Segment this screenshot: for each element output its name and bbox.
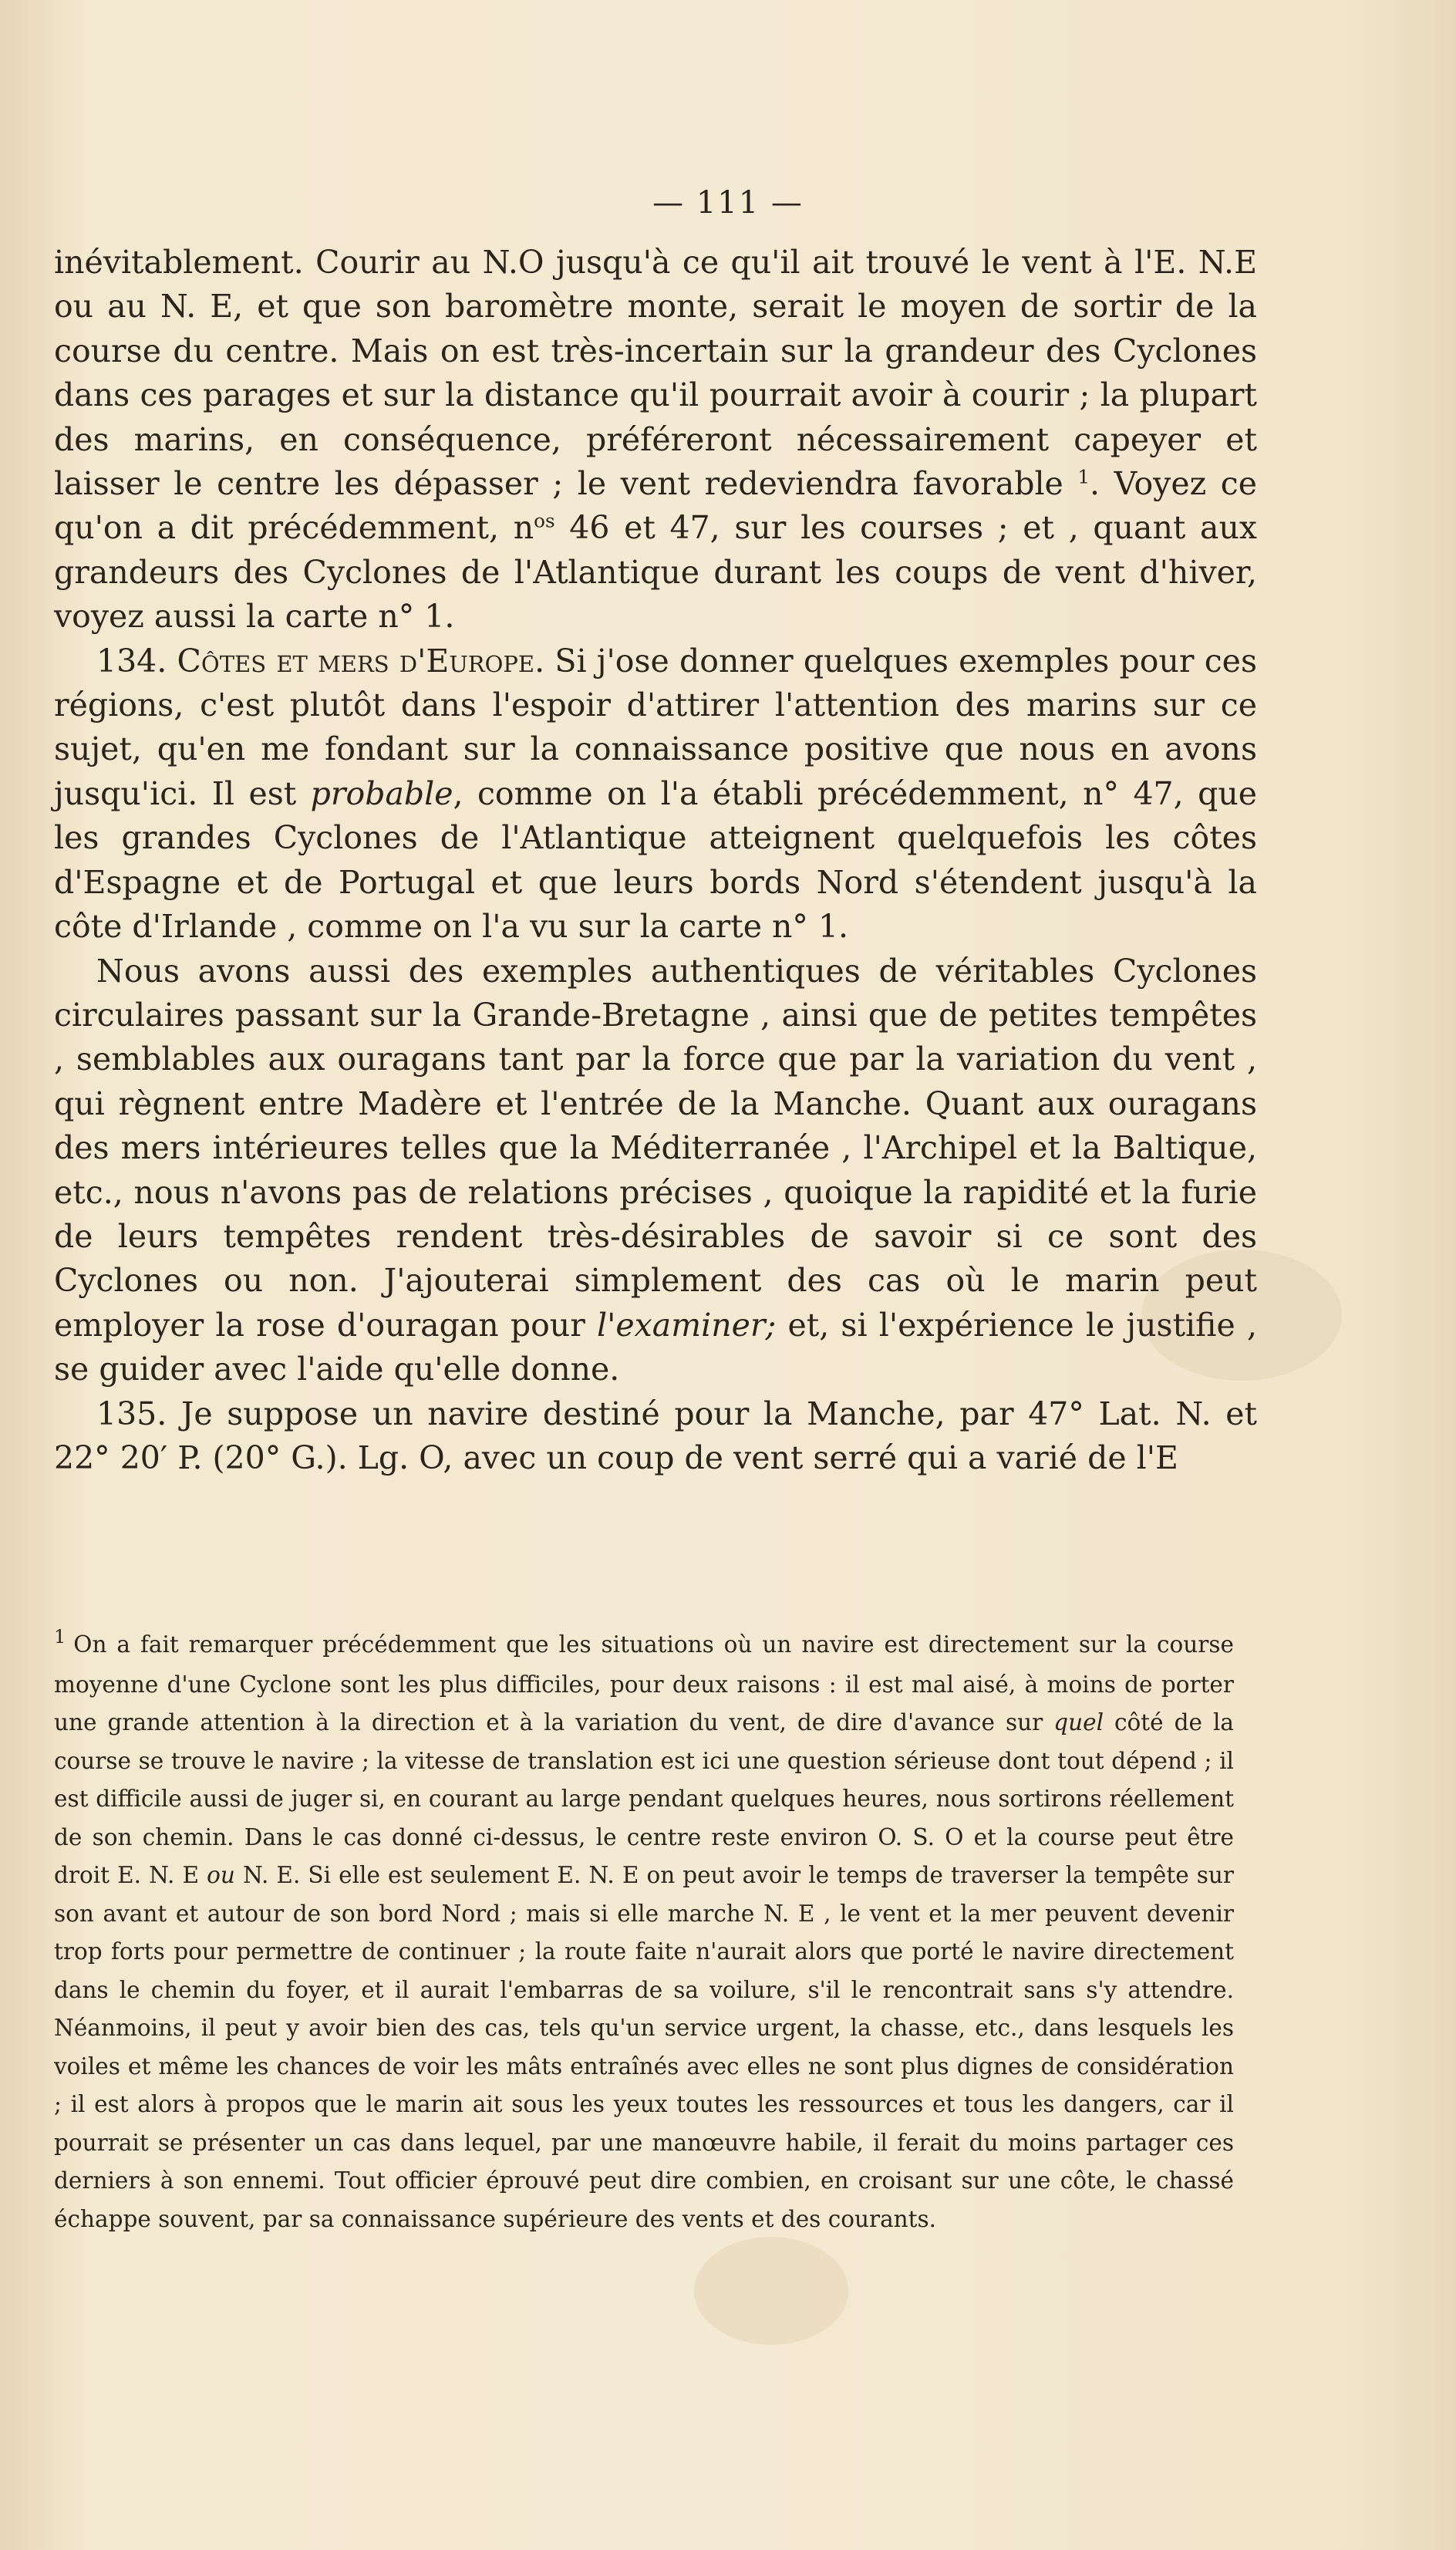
paragraph (54, 1392, 1257, 1481)
text-run: 46 et 47, sur les courses ; et , quant aux grandeurs des Cyclones de l'Atlantique durant les coups de vent d'hiver, voyez aussi la carte n° 1. (54, 509, 1258, 636)
text-run: inévitablement. Courir au N.O jusqu'à ce qu'il ait trouvé le vent à l'E. N.E ou au N. E, et que son baromètre monte, serait le moyen de sortir de la course du centre. Mais on est très-incertain sur la grandeur des Cyclones dans ces parages et sur la distance qu'il pourrait avoir à courir ; la plupart des marins, en conséquence, préféreront nécessairement capeyer et laisser le centre les dépasser ; le vent redeviendra favorable (54, 244, 1257, 503)
paragraph (54, 950, 1257, 1392)
italic-text: l'examiner; (596, 1306, 777, 1344)
text-run: 135. Je suppose un navire destiné pour la Manche, par 47° Lat. N. et 22° 20′ P. (20° G.). Lg. O, avec un coup de vent serré qui a varié de l'E (54, 1395, 1257, 1476)
text-run: 134. (96, 642, 177, 680)
text-run: Si j'ose donner quelques exemples pour ces régions, c'est plutôt dans l'espoir d'attirer l'attention des marins sur ce sujet, qu'en me fondant sur la connaissance positive que nous en avons jusqu'ici. Il est (54, 642, 1257, 812)
italic-text: quel (1053, 1709, 1104, 1735)
page-number: — 111 — (652, 185, 804, 221)
italic-text: ou (207, 1862, 235, 1888)
text-run: et, si l'expérience le justifie , se guider avec l'aide qu'elle donne. (54, 1306, 1257, 1388)
paragraph (54, 241, 1257, 639)
italic-text: probable (310, 774, 453, 812)
text-run: côté de la course se trouve le navire ; la vitesse de translation est ici une question sérieuse dont tout dépend ; il est difficile aussi de juger si, en courant au large pendant quelques heures, nous sortirons réellement de son chemin. Dans le cas donné ci-dessus, le centre reste environ O. S. O et la course peut être droit E. N. E (54, 1709, 1234, 1888)
text-run: N. E. Si elle est seulement E. N. E on peut avoir le temps de traverser la tempête sur son avant et autour de son bord Nord ; mais si elle marche N. E , le vent et la mer peuvent devenir trop forts pour permettre de continuer ; la route faite n'aurait alors que porté le navire directement dans le chemin du foyer, et il aurait l'embarras de sa voilure, s'il le rencontrait sans s'y attendre. Néanmoins, il peut y avoir bien des cas, tels qu'un service urgent, la chasse, etc., dans lesquels les voiles et même les chances de voir les mâts entraînés avec elles ne sont plus dignes de considération ; il est alors à propos que le marin ait sous les yeux toutes les ressources et tous les dangers, car il pourrait se présenter un cas dans lequel, par une manœuvre habile, il ferait du moins partager ces derniers à son ennemi. Tout officier éprouvé peut dire combien, en croisant sur une côte, le chassé échappe souvent, par sa connaissance supérieure des vents et des courants. (54, 1862, 1234, 2232)
section-heading: Côtes et mers d'Europe. (177, 642, 545, 680)
text-run: On a fait remarquer précédemment que les situations où un navire est directement sur la course moyenne d'une Cyclone sont les plus difficiles, pour deux raisons : il est mal aisé, à moins de porter une grande attention à la direction et à la variation du vent, de dire d'avance sur (54, 1631, 1234, 1735)
footnote-paragraph (54, 1626, 1234, 2238)
superscript: os (534, 509, 555, 532)
main-text (54, 241, 1257, 1480)
footnote (54, 1626, 1234, 2238)
paper-stain (694, 2237, 848, 2345)
footnote-marker: 1 (54, 1626, 66, 1648)
text-run: . Voyez ce qu'on a dit précédemment, n (54, 465, 1257, 547)
text-run: Nous avons aussi des exemples authentiques de véritables Cyclones circulaires passant sur la Grande-Bretagne , ainsi que de petites tempêtes , semblables aux ouragans tant par la force que par la variation du vent , qui règnent entre Madère et l'entrée de la Manche. Quant aux ouragans des mers intérieures telles que la Méditerranée , l'Archipel et la Baltique, etc., nous n'avons pas de relations précises , quoique la rapidité et la furie de leurs tempêtes rendent très-désirables de savoir si ce sont des Cyclones ou non. J'ajouterai simplement des cas où le marin peut employer la rose d'ouragan pour (54, 952, 1257, 1344)
text-run: , comme on l'a établi précédemment, n° 47, que les grandes Cyclones de l'Atlantique atteignent quelquefois les côtes d'Espagne et de Portugal et que leurs bords Nord s'étendent jusqu'à la côte d'Irlande , comme on l'a vu sur la carte n° 1. (54, 774, 1257, 946)
superscript: 1 (1077, 465, 1090, 488)
paragraph (54, 639, 1257, 950)
